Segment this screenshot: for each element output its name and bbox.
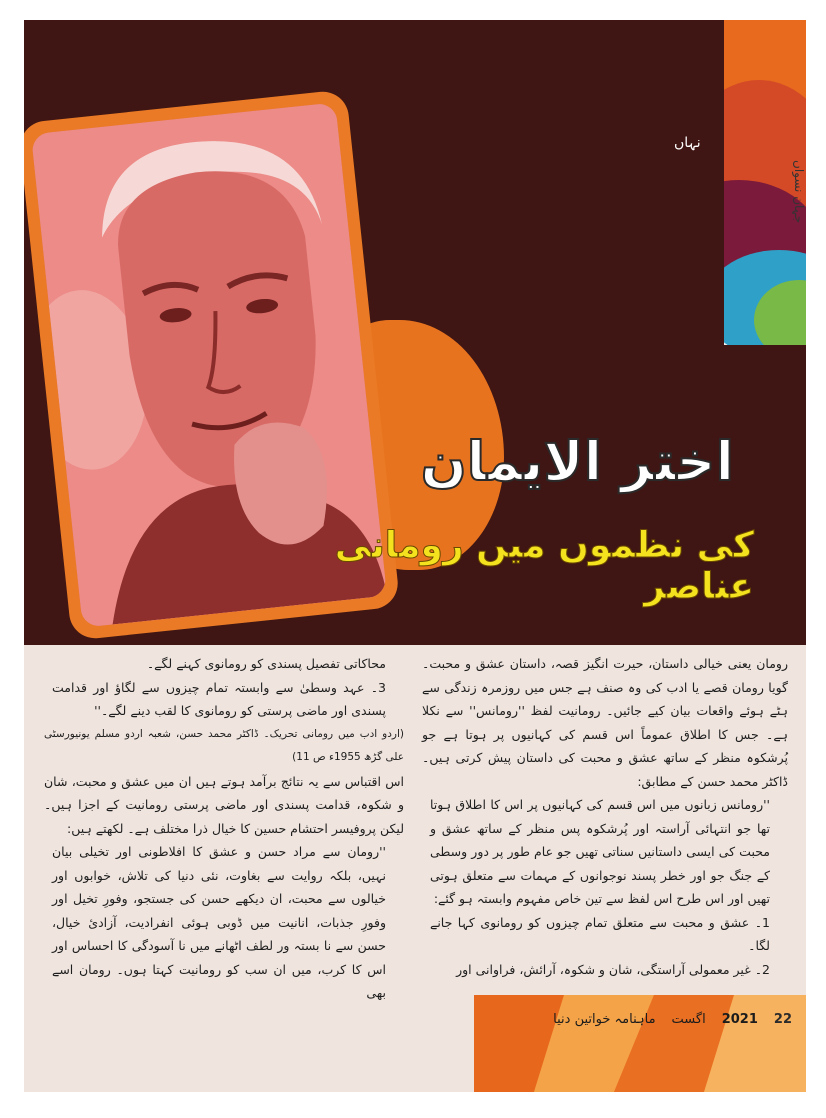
citation: (اردو ادب میں رومانی تحریک۔ ڈاکٹر محمد حسن، شعبہ اردو مسلم یونیورسٹی علی گڑھ 1955ء ص 11) [44,727,404,763]
magazine-side-panel [724,20,806,345]
article-title: اختر الایمان [420,430,734,493]
paragraph: رومان یعنی خیالی داستان، حیرت انگیز قصہ، داستان عشق و محبت۔ گویا رومان قصے یا ادب کی وہ صنف ہے جس میں روزمرہ زندگی سے ہٹے ہوئے واقعات بیان کیے جائیں۔ رومانیت لفظ ''رومانس'' سے نکلا ہے۔ جس کا اطلاق عموماً اس قسم کی کہانیوں پر ہوتا ہے جو پُرشکوہ منظر کے ساتھ عشق و محبت کی داستان پیش کرتی ہیں۔ ڈاکٹر محمد حسن کے مطابق: [422,656,788,789]
article-subtitle: کی نظموں میں رومانی عناصر [334,525,754,607]
side-panel-label: جہان نسواں [792,160,806,224]
issue-month: اگست [671,1011,706,1027]
text-column-left [44,652,404,1005]
text-column-right [422,652,788,981]
title-banner [24,20,806,645]
author-name: نہاں [674,135,701,151]
magazine-page [24,20,806,1092]
page-footer [474,995,806,1092]
page-number: 22 [773,1011,792,1027]
quote-paragraph: ''رومان سے مراد حسن و عشق کا افلاطونی اور تخیلی بیان نہیں، بلکہ روایت سے بغاوت، نئی دنیا کی تلاش، خوابوں اور خیالوں سے محبت، ان دیکھے حسن کی جستجو، وفورِ تخیل اور وفورِ جذبات، انانیت میں ڈوبی ہوئی انفرادیت، آزادیٔ خیال، حسن سے نا بستہ ور لطف اٹھانے میں نا آسودگی کا احساس اور اس کا کرب، میں ان سب کو رومانیت کہتا ہوں۔ رومان اسے بھی [52,844,386,1000]
quote-list-item: 1۔ عشق و محبت سے متعلق تمام چیزوں کو رومانوی کہا جانے لگا۔ [430,914,770,953]
quote-list-item: 3۔ عہد وسطیٰ سے وابستہ تمام چیزوں سے لگاؤ اور قدامت پسندی اور ماضی پرستی کو رومانوی کا لقب دینے لگے۔'' [52,679,386,718]
footer-bar [474,1007,806,1031]
quote-list-item: محاکاتی تفصیل پسندی کو رومانوی کہنے لگے۔ [146,656,386,671]
issue-year: 2021 [721,1011,758,1027]
quote-list-item: 2۔ غیر معمولی آراستگی، شان و شکوہ، آرائش، فراوانی اور [456,961,770,977]
quote-paragraph: ''رومانس زبانوں میں اس قسم کی کہانیوں پر اس کا اطلاق ہوتا تھا جو انتہائی آراستہ اور پُرشکوہ پس منظر کے ساتھ عشق و محبت کی ایسی داستانیں سناتی تھیں جو عام طور پر دور وسطی کے جنگ جو اور خطر پسند نوجوانوں کے مہمات سے متعلق ہوتی تھیں اور اس طرح اس لفظ سے تین خاص مفہوم وابستہ ہو گئے: [430,797,770,906]
magazine-name: ماہنامہ خواتین دنیا [553,1011,656,1027]
paragraph: اس اقتباس سے یہ نتائج برآمد ہوتے ہیں ان میں عشق و محبت، شان و شکوہ، قدامت پسندی اور ماضی پرستی رومانیت کے اجزا ہیں۔ لیکن پروفیسر احتشام حسین کا خیال ذرا مختلف ہے۔ لکھتے ہیں: [44,773,404,836]
